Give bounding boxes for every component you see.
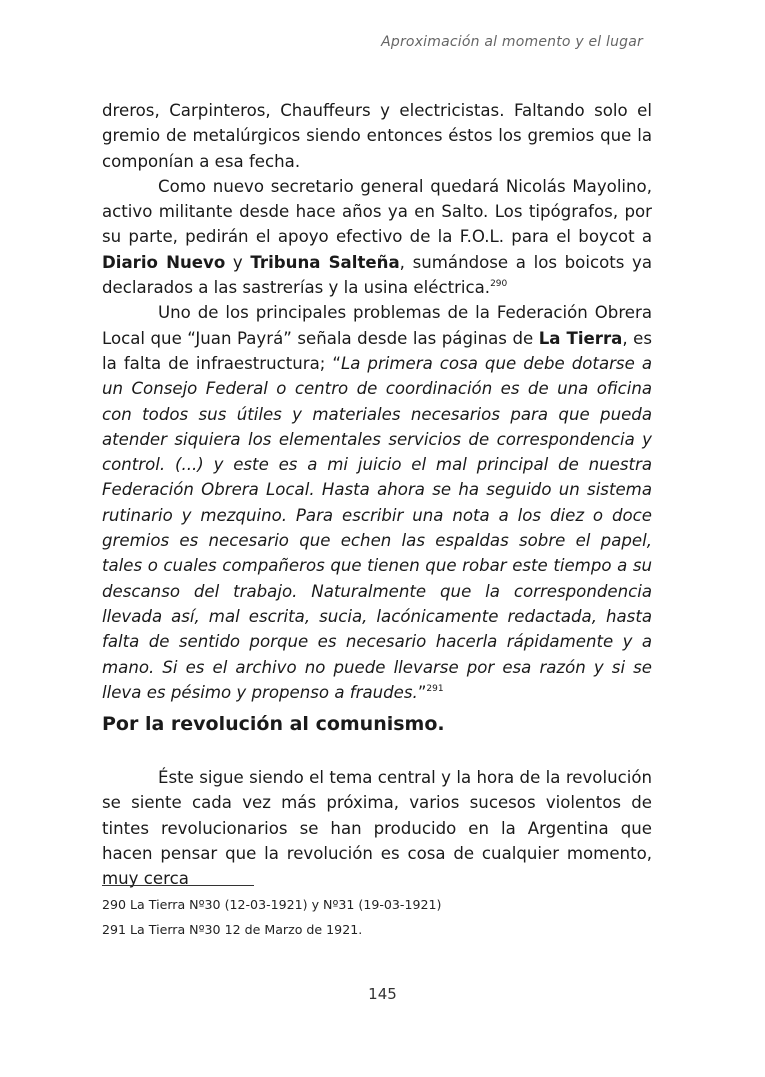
paragraph-2 — [102, 174, 652, 300]
footnote-ref-290: 290 — [490, 279, 508, 290]
main-text — [102, 98, 652, 705]
footnotes — [102, 892, 441, 942]
paragraph-2-text: Como nuevo secretario general quedará Nicolás Mayolino, activo militante desde hace años ya en Salto. Los tipógrafos, por su parte, pedirán el apoyo efectivo de la F.O.L. para el boycot a — [102, 176, 652, 247]
section-heading: Por la revolución al comunismo. — [102, 713, 445, 735]
footnote-ref-291: 291 — [426, 683, 444, 694]
footnote-291: 291 La Tierra Nº30 12 de Marzo de 1921. — [102, 922, 363, 937]
paragraph-2-text-end: , sumándose a los boicots ya declarados a las sastrerías y la usina eléctrica. — [102, 252, 653, 298]
paragraph-2-conjunction: y — [225, 252, 251, 272]
section-text — [102, 765, 652, 891]
running-header: Aproximación al momento y el lugar — [381, 34, 643, 50]
newspaper-la-tierra: La Tierra — [538, 328, 623, 348]
paragraph-3-text: Uno de los principales problemas de la Federación Obrera Local que “Juan Payrá” señala desde las páginas de — [102, 303, 652, 348]
section-paragraph: Éste sigue siendo el tema central y la hora de la revolución se siente cada vez más próxima, varios sucesos violentos de tintes revolucionarios se han producido en la Argentina que hacen pensar que la revolución es cosa de cualquier momento, muy cerca — [102, 768, 652, 889]
paragraph-3-text-2: , es la falta de infraestructura; “ — [102, 328, 653, 373]
footnote-divider — [102, 885, 254, 886]
paragraph-3 — [102, 300, 652, 705]
newspaper-tribuna-saltena: Tribuna Salteña — [250, 252, 400, 272]
quotation: La primera cosa que debe dotarse a un Consejo Federal o centro de coordinación es de una oficina con todos sus útiles y materiales necesarios para que pueda atender siquiera los elementales servicios de correspondencia y control. (...) y este es a mi juicio el mal principal de nuestra Federación Obrera Local. Hasta ahora se ha seguido un sistema rutinario y mezquino. Para escribir una nota a los diez o doce gremios es necesario que echen las espaldas sobre el papel, tales o cuales compañeros que tienen que robar este tiempo a su descanso del trabajo. Naturalmente que la correspondencia llevada así, mal escrita, sucia, lacónicamente redactada, hasta falta de sentido porque es necesario hacerla rápidamente y a mano. Si es el archivo no puede llevarse por esa razón y si se lleva es pésimo y propenso a fraudes. — [102, 353, 652, 702]
newspaper-diario-nuevo: Diario Nuevo — [102, 252, 226, 272]
page-number: 145 — [368, 985, 397, 1003]
closing-quote: ” — [417, 682, 427, 702]
paragraph-1: dreros, Carpinteros, Chauffeurs y electricistas. Faltando solo el gremio de metalúrgicos siendo entonces éstos los gremios que la componían a esa fecha. — [102, 101, 652, 171]
footnote-290: 290 La Tierra Nº30 (12-03-1921) y Nº31 (19-03-1921) — [102, 897, 442, 912]
